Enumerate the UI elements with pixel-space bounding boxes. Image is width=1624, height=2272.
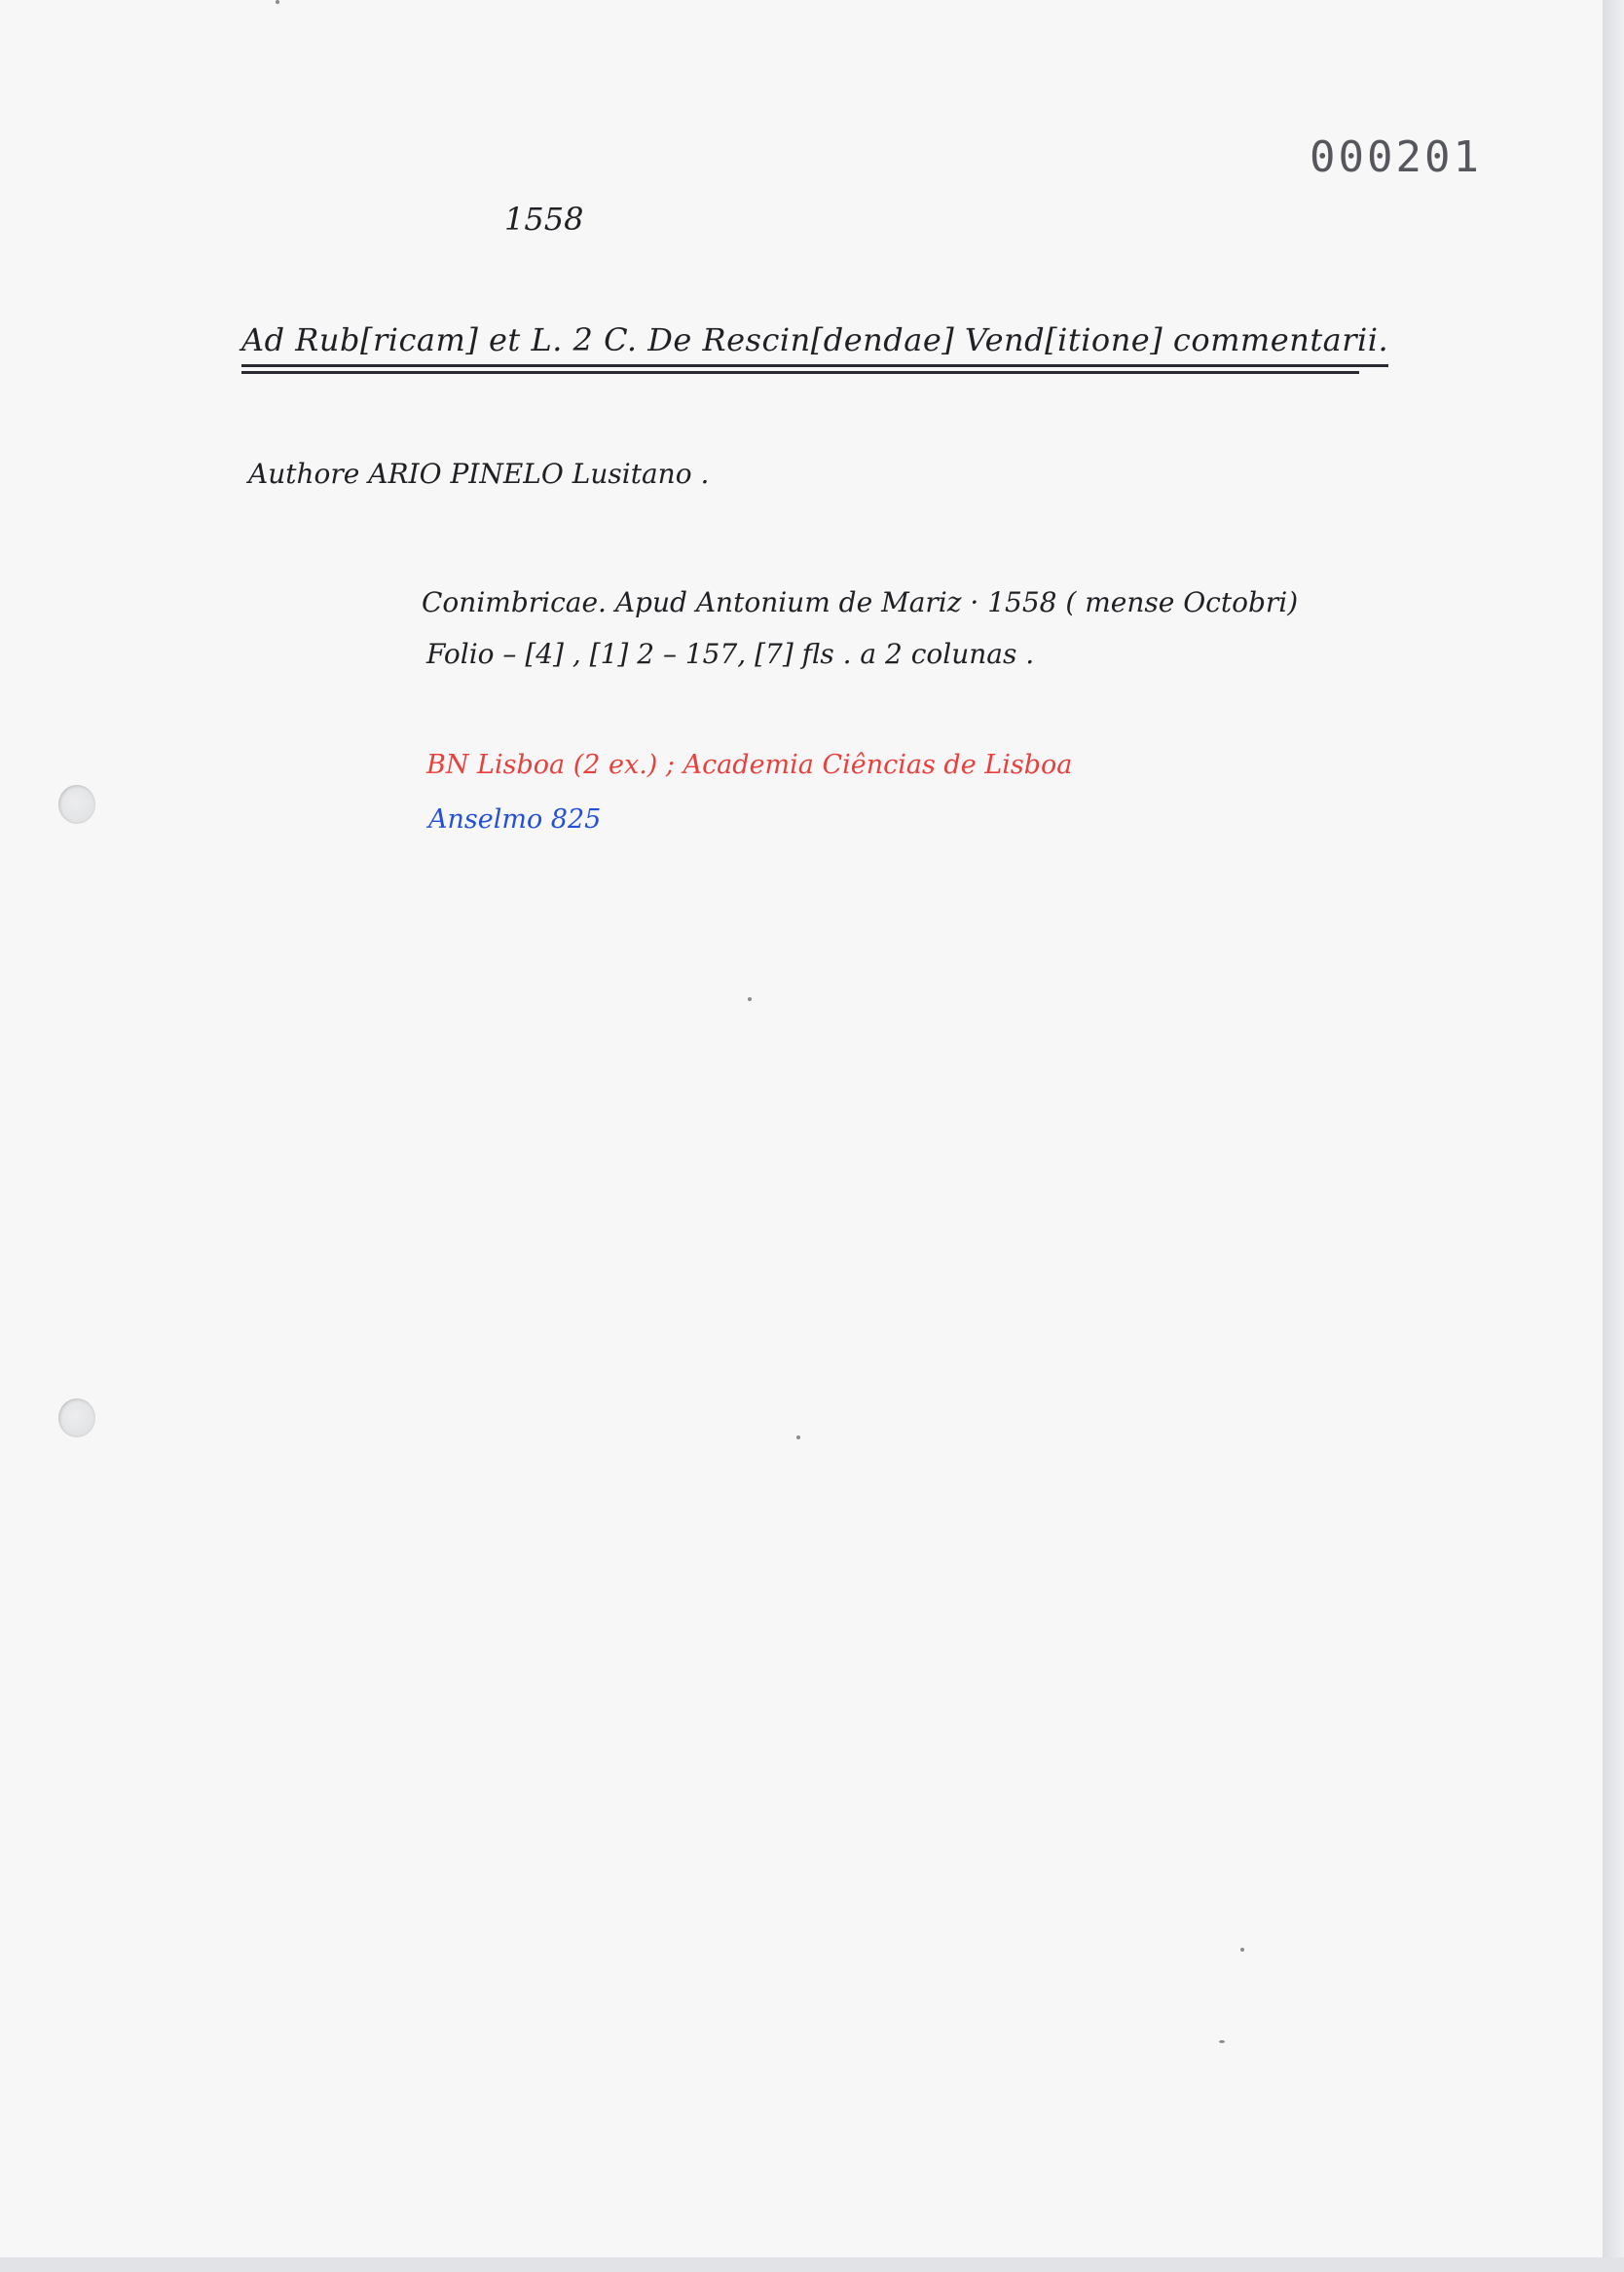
- record-year: 1558: [504, 201, 584, 238]
- punch-hole-upper: [58, 785, 95, 824]
- reference-note: Anselmo 825: [428, 804, 602, 835]
- record-imprint: Conimbricae. Apud Antonium de Mariz · 1558 ( mense Octobri): [422, 586, 1299, 618]
- record-collation: Folio – [4] , [1] 2 – 157, [7] fls . a 2 colunas .: [426, 638, 1035, 670]
- paper-speck: [748, 997, 752, 1001]
- holdings-note: BN Lisboa (2 ex.) ; Academia Ciências de Lisboa: [426, 750, 1073, 780]
- punch-hole-lower: [58, 1398, 95, 1437]
- page-bottom-edge: [0, 2257, 1624, 2272]
- stamp-number: 000201: [1310, 132, 1482, 182]
- record-title: Ad Rub[ricam] et L. 2 C. De Rescin[dendae] Vend[itione] commentarii.: [241, 321, 1389, 358]
- page-right-edge: [1603, 0, 1624, 2272]
- paper-speck: [796, 1435, 800, 1439]
- paper-speck: [1219, 2040, 1225, 2043]
- title-block: [241, 321, 1388, 374]
- paper-speck: [1240, 1948, 1244, 1952]
- paper-speck: [276, 0, 279, 4]
- title-double-underline: [241, 371, 1359, 374]
- record-author: Authore ARIO PINELO Lusitano .: [248, 458, 710, 490]
- title-underline: [241, 364, 1388, 367]
